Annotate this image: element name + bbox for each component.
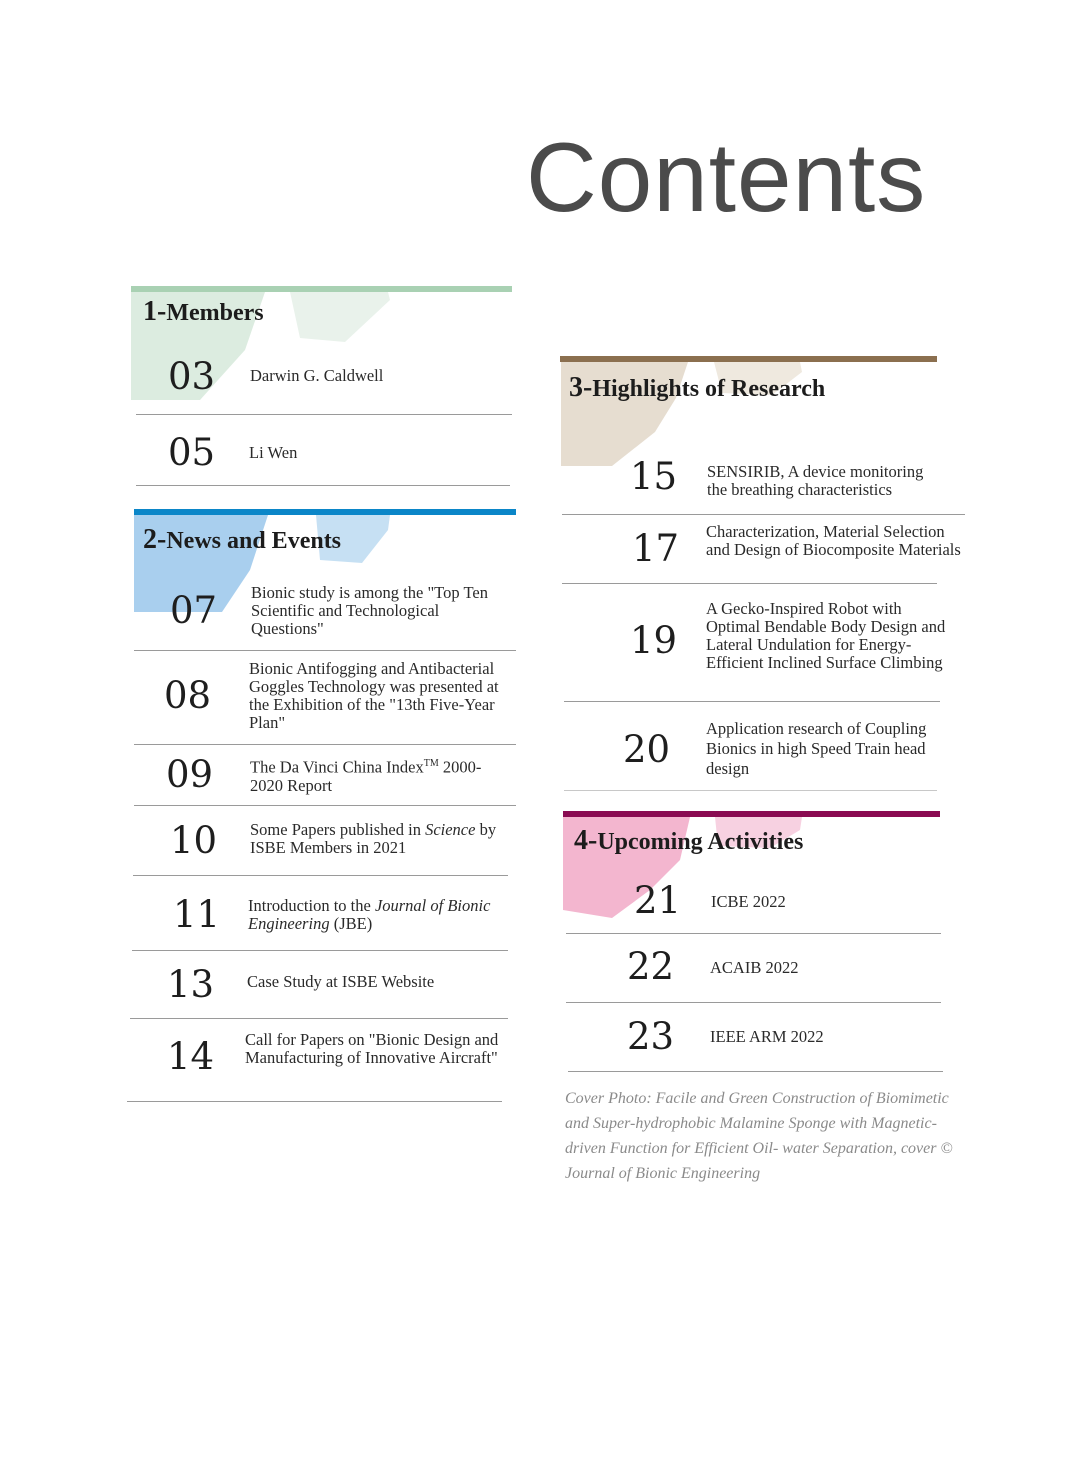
page-number: 20 [623, 728, 671, 771]
entry-title-text: The Da Vinci China Index [250, 757, 424, 777]
section-number: 4- [574, 825, 598, 856]
trademark-mark: TM [423, 758, 439, 769]
entry-title: SENSIRIB, A device monitoring the breathing characteristics [707, 462, 924, 499]
page-number: 11 [173, 893, 221, 936]
divider [568, 1071, 943, 1072]
entry-title-text: by ISBE Members in 2021 [250, 820, 497, 857]
entry-title: Li Wen [249, 443, 298, 462]
entry-title-emphasis: Science [425, 820, 476, 839]
entry-title: Call for Papers on "Bionic Design and Manufacturing of Innovative Aircraft" [245, 1030, 499, 1067]
section-name: Highlights of Research [592, 376, 826, 402]
page-number: 09 [166, 753, 214, 796]
entry-title-text: (JBE) [329, 914, 373, 933]
entry-title: A Gecko-Inspired Robot with Optimal Bendable Body Design and Lateral Undulation for Energy-Efficient Inclined Surface Climbing [706, 599, 946, 672]
entry-title: Bionic Antifogging and Antibacterial Goggles Technology was presented at the Exhibition of the "13th Five-Year Plan" [249, 659, 499, 732]
entry-title-text: Introduction to the [248, 896, 375, 915]
section-name: Upcoming Activities [597, 829, 804, 855]
section-activities-heading [574, 825, 803, 857]
page-number: 19 [630, 619, 678, 662]
page-number: 03 [168, 355, 216, 398]
entry-title: Darwin G. Caldwell [250, 366, 384, 385]
page-number: 05 [168, 431, 216, 474]
page-number: 13 [167, 963, 215, 1006]
page-number: 08 [164, 674, 212, 717]
page-number: 21 [634, 879, 682, 922]
entry-title: Case Study at ISBE Website [247, 972, 435, 991]
page-number: 15 [630, 455, 678, 498]
entry-title-text: Some Papers published in [250, 820, 426, 839]
page-number: 07 [170, 589, 218, 632]
page-number: 23 [627, 1015, 675, 1058]
entry-title-text: 2000-2020 Report [250, 757, 482, 795]
page-title: Contents [526, 122, 927, 232]
entry-title: IEEE ARM 2022 [710, 1027, 824, 1046]
entry-title: Characterization, Material Selection and Design of Biocomposite Materials [706, 522, 961, 559]
section-number: 2- [143, 524, 167, 555]
page-number: 10 [170, 819, 218, 862]
entry-title: ICBE 2022 [711, 892, 786, 911]
divider [566, 1002, 941, 1003]
section-number: 1- [143, 296, 167, 327]
page-number: 14 [167, 1035, 215, 1078]
page-number: 17 [632, 527, 680, 570]
cover-photo-caption: Cover Photo: Facile and Green Construction of Biomimetic and Super-hydrophobic Malamine Sponge with Magnetic-driven Function for Efficient Oil- water Separation, cover © Journal of Bionic Engineering [565, 1090, 953, 1182]
entry-title: Application research of Coupling Bionics in high Speed Train head design [706, 719, 927, 778]
entry-title: ACAIB 2022 [710, 958, 799, 977]
divider [566, 933, 941, 934]
entry-title: Bionic study is among the "Top Ten Scientific and Technological Questions" [251, 583, 488, 638]
entry-title-emphasis: Journal of Bionic Engineering [248, 896, 491, 933]
section-name: News and Events [166, 528, 342, 554]
section-number: 3- [569, 372, 593, 403]
section-name: Members [166, 300, 264, 326]
page-number: 22 [627, 945, 675, 988]
